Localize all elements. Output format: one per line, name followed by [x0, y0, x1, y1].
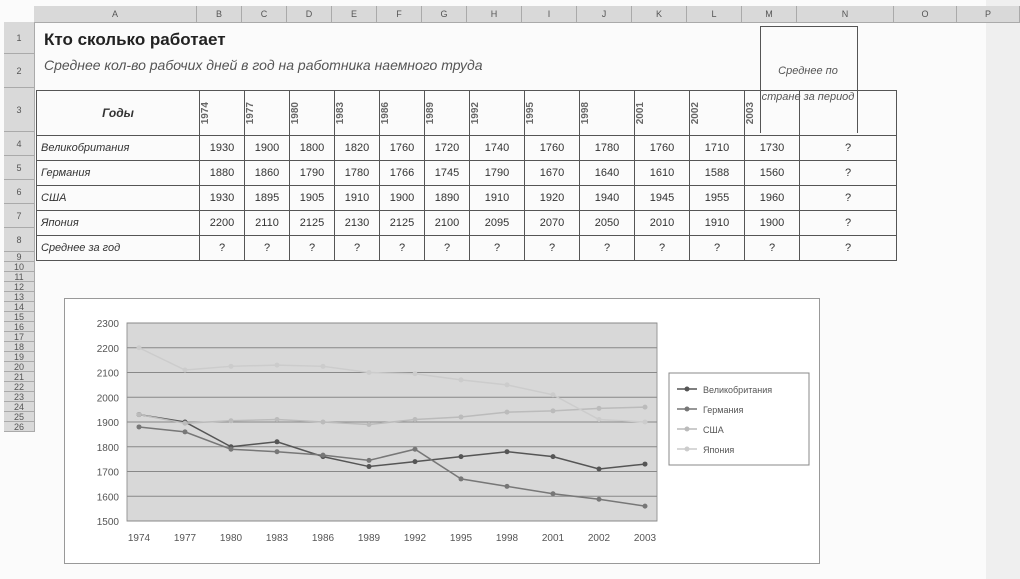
- value-cell[interactable]: 1930: [200, 186, 245, 211]
- data-point[interactable]: [275, 363, 280, 368]
- year-average-cell[interactable]: ?: [745, 236, 800, 261]
- data-point[interactable]: [413, 417, 418, 422]
- year-header-2002[interactable]: [690, 91, 745, 136]
- legend-label: Япония: [703, 445, 735, 455]
- year-label: 2001: [635, 101, 646, 125]
- data-point[interactable]: [229, 418, 234, 423]
- row-header-10[interactable]: 10: [4, 262, 34, 272]
- y-tick-label: 2000: [96, 393, 119, 405]
- legend-marker: [685, 427, 690, 432]
- value-cell[interactable]: 1955: [690, 186, 745, 211]
- year-average-cell[interactable]: ?: [380, 236, 425, 261]
- y-tick-label: 2300: [96, 319, 119, 330]
- year-header-1992[interactable]: [470, 91, 525, 136]
- value-cell[interactable]: 2095: [470, 211, 525, 236]
- row-header-25[interactable]: 25: [4, 412, 34, 422]
- data-point[interactable]: [367, 422, 372, 427]
- overall-average-cell[interactable]: ?: [800, 236, 897, 261]
- value-cell[interactable]: 2070: [525, 211, 580, 236]
- column-header-g[interactable]: G: [422, 6, 467, 22]
- value-cell[interactable]: 1880: [200, 161, 245, 186]
- year-header-1995[interactable]: [525, 91, 580, 136]
- year-header-1974[interactable]: [200, 91, 245, 136]
- data-point[interactable]: [367, 458, 372, 463]
- year-average-cell[interactable]: ?: [425, 236, 470, 261]
- value-cell[interactable]: 1910: [470, 186, 525, 211]
- sheet-title[interactable]: Кто сколько работает: [44, 30, 226, 49]
- y-tick-label: 1600: [96, 492, 119, 504]
- year-average-cell[interactable]: ?: [290, 236, 335, 261]
- row-header-4[interactable]: 4: [4, 132, 34, 156]
- data-point[interactable]: [137, 345, 142, 350]
- x-tick-label: 2003: [633, 533, 657, 544]
- column-header-m[interactable]: M: [742, 6, 797, 22]
- legend-marker: [685, 407, 690, 412]
- value-cell[interactable]: 1900: [380, 186, 425, 211]
- year-header-2003[interactable]: [745, 91, 800, 136]
- value-cell[interactable]: 2130: [335, 211, 380, 236]
- year-label: 1986: [380, 101, 391, 125]
- data-point[interactable]: [597, 417, 602, 422]
- data-point[interactable]: [643, 420, 648, 425]
- x-tick-label: 2002: [587, 533, 611, 544]
- table-row: [37, 211, 897, 236]
- value-cell[interactable]: 1670: [525, 161, 580, 186]
- year-average-cell[interactable]: ?: [580, 236, 635, 261]
- data-point[interactable]: [597, 406, 602, 411]
- column-header-bar: [34, 6, 1020, 23]
- data-point[interactable]: [551, 454, 556, 459]
- value-cell[interactable]: 1920: [525, 186, 580, 211]
- value-cell[interactable]: 1895: [245, 186, 290, 211]
- row-header-15[interactable]: 15: [4, 312, 34, 322]
- row-header-23[interactable]: 23: [4, 392, 34, 402]
- column-header-k[interactable]: K: [632, 6, 687, 22]
- row-header-13[interactable]: 13: [4, 292, 34, 302]
- legend-label: Великобритания: [703, 385, 773, 395]
- value-cell[interactable]: 1760: [380, 136, 425, 161]
- column-header-d[interactable]: D: [287, 6, 332, 22]
- x-tick-label: 2001: [541, 533, 565, 544]
- value-cell[interactable]: 1766: [380, 161, 425, 186]
- row-header-1[interactable]: 1: [4, 22, 34, 54]
- data-point[interactable]: [183, 368, 188, 373]
- year-label: 1980: [290, 101, 301, 125]
- row-header-2[interactable]: 2: [4, 54, 34, 88]
- data-point[interactable]: [275, 449, 280, 454]
- row-header-16[interactable]: 16: [4, 322, 34, 332]
- value-cell[interactable]: 1800: [290, 136, 335, 161]
- average-column-header[interactable]: Среднее по стране за период: [761, 65, 855, 103]
- value-cell[interactable]: 1740: [470, 136, 525, 161]
- x-tick-label: 1992: [403, 533, 427, 544]
- year-average-cell[interactable]: ?: [245, 236, 290, 261]
- column-header-l[interactable]: L: [687, 6, 742, 22]
- value-cell[interactable]: 1900: [245, 136, 290, 161]
- data-point[interactable]: [505, 382, 510, 387]
- data-point[interactable]: [643, 405, 648, 410]
- average-row-label[interactable]: Среднее за год: [37, 236, 200, 261]
- country-cell[interactable]: Великобритания: [37, 136, 200, 161]
- data-point[interactable]: [229, 364, 234, 369]
- column-header-o[interactable]: O: [894, 6, 957, 22]
- table-row: [37, 161, 897, 186]
- data-point[interactable]: [275, 439, 280, 444]
- year-average-cell[interactable]: ?: [470, 236, 525, 261]
- row-header-19[interactable]: 19: [4, 352, 34, 362]
- value-cell[interactable]: 1820: [335, 136, 380, 161]
- value-cell[interactable]: 1710: [690, 136, 745, 161]
- data-point[interactable]: [321, 420, 326, 425]
- country-cell[interactable]: США: [37, 186, 200, 211]
- data-point[interactable]: [643, 462, 648, 467]
- data-point[interactable]: [505, 449, 510, 454]
- x-tick-label: 1998: [495, 533, 519, 544]
- table-row: [37, 186, 897, 211]
- year-label: 1998: [580, 101, 591, 125]
- value-cell[interactable]: 2125: [380, 211, 425, 236]
- column-header-a[interactable]: A: [34, 6, 197, 22]
- y-tick-label: 2100: [96, 368, 119, 380]
- row-header-11[interactable]: 11: [4, 272, 34, 282]
- year-label: 1995: [525, 101, 536, 125]
- x-tick-label: 1974: [127, 533, 151, 544]
- row-header-5[interactable]: 5: [4, 156, 34, 180]
- years-header-row: [37, 91, 897, 136]
- data-point[interactable]: [413, 459, 418, 464]
- value-cell[interactable]: 2110: [245, 211, 290, 236]
- chart-svg: [65, 299, 819, 563]
- data-point[interactable]: [551, 491, 556, 496]
- column-header-c[interactable]: C: [242, 6, 287, 22]
- x-tick-label: 1977: [173, 533, 197, 544]
- value-cell[interactable]: 1640: [580, 161, 635, 186]
- legend-marker: [685, 447, 690, 452]
- year-average-cell[interactable]: ?: [200, 236, 245, 261]
- value-cell[interactable]: 2050: [580, 211, 635, 236]
- year-header-2001[interactable]: [635, 91, 690, 136]
- row-header-14[interactable]: 14: [4, 302, 34, 312]
- country-average-cell[interactable]: ?: [800, 186, 897, 211]
- table-row: [37, 136, 897, 161]
- data-point[interactable]: [137, 412, 142, 417]
- row-header-18[interactable]: 18: [4, 342, 34, 352]
- data-point[interactable]: [505, 410, 510, 415]
- data-point[interactable]: [229, 447, 234, 452]
- line-chart[interactable]: [64, 298, 820, 564]
- data-point[interactable]: [459, 454, 464, 459]
- row-header-12[interactable]: 12: [4, 282, 34, 292]
- y-tick-label: 1800: [96, 442, 119, 454]
- average-header-cell[interactable]: [800, 91, 897, 136]
- data-table: [36, 90, 897, 261]
- data-point[interactable]: [183, 421, 188, 426]
- value-cell[interactable]: 1730: [745, 136, 800, 161]
- y-tick-label: 2200: [96, 343, 119, 355]
- column-header-p[interactable]: P: [957, 6, 1020, 22]
- data-point[interactable]: [597, 497, 602, 502]
- year-header-1983[interactable]: [335, 91, 380, 136]
- row-header-20[interactable]: 20: [4, 362, 34, 372]
- value-cell[interactable]: 1745: [425, 161, 470, 186]
- row-header-3[interactable]: 3: [4, 88, 34, 132]
- value-cell[interactable]: 1890: [425, 186, 470, 211]
- data-point[interactable]: [413, 371, 418, 376]
- row-header-21[interactable]: 21: [4, 372, 34, 382]
- column-header-j[interactable]: J: [577, 6, 632, 22]
- x-tick-label: 1983: [265, 533, 289, 544]
- country-cell[interactable]: Япония: [37, 211, 200, 236]
- data-point[interactable]: [367, 370, 372, 375]
- average-row: [37, 236, 897, 261]
- value-cell[interactable]: 1588: [690, 161, 745, 186]
- data-point[interactable]: [459, 476, 464, 481]
- year-label: 1992: [470, 101, 481, 125]
- column-header-f[interactable]: F: [377, 6, 422, 22]
- value-cell[interactable]: 1940: [580, 186, 635, 211]
- row-header-24[interactable]: 24: [4, 402, 34, 412]
- year-header-1977[interactable]: [245, 91, 290, 136]
- data-point[interactable]: [413, 447, 418, 452]
- x-tick-label: 1986: [311, 533, 335, 544]
- data-point[interactable]: [137, 424, 142, 429]
- row-header-6[interactable]: 6: [4, 180, 34, 204]
- row-header-8[interactable]: 8: [4, 228, 34, 252]
- y-tick-label: 1500: [96, 517, 119, 528]
- value-cell[interactable]: 1610: [635, 161, 690, 186]
- value-cell[interactable]: 1960: [745, 186, 800, 211]
- column-header-i[interactable]: I: [522, 6, 577, 22]
- value-cell[interactable]: 1760: [635, 136, 690, 161]
- data-point[interactable]: [505, 484, 510, 489]
- column-header-n[interactable]: N: [797, 6, 894, 22]
- value-cell[interactable]: 1945: [635, 186, 690, 211]
- year-label: 1983: [335, 101, 346, 125]
- value-cell[interactable]: 1780: [335, 161, 380, 186]
- value-cell[interactable]: 1900: [745, 211, 800, 236]
- value-cell[interactable]: 1910: [690, 211, 745, 236]
- year-label: 2002: [690, 101, 701, 125]
- column-header-e[interactable]: E: [332, 6, 377, 22]
- years-label-cell[interactable]: Годы: [37, 91, 200, 136]
- row-header-7[interactable]: 7: [4, 204, 34, 228]
- data-point[interactable]: [275, 417, 280, 422]
- country-average-cell[interactable]: ?: [800, 161, 897, 186]
- year-label: 1989: [425, 101, 436, 125]
- value-cell[interactable]: 2125: [290, 211, 335, 236]
- year-label: 1974: [200, 101, 211, 125]
- x-tick-label: 1980: [219, 533, 243, 544]
- value-cell[interactable]: 1860: [245, 161, 290, 186]
- country-average-cell[interactable]: ?: [800, 136, 897, 161]
- value-cell[interactable]: 1910: [335, 186, 380, 211]
- value-cell[interactable]: 1560: [745, 161, 800, 186]
- value-cell[interactable]: 1930: [200, 136, 245, 161]
- data-point[interactable]: [551, 392, 556, 397]
- data-point[interactable]: [321, 364, 326, 369]
- y-tick-label: 1900: [96, 418, 119, 429]
- data-point[interactable]: [183, 429, 188, 434]
- value-cell[interactable]: 2010: [635, 211, 690, 236]
- legend-label: США: [703, 425, 724, 435]
- row-header-22[interactable]: 22: [4, 382, 34, 392]
- data-point[interactable]: [551, 408, 556, 413]
- year-label: 2003: [745, 101, 756, 125]
- year-average-cell[interactable]: ?: [690, 236, 745, 261]
- year-header-1998[interactable]: [580, 91, 635, 136]
- column-header-h[interactable]: H: [467, 6, 522, 22]
- row-header-bar: [4, 22, 35, 432]
- value-cell[interactable]: 2100: [425, 211, 470, 236]
- data-point[interactable]: [459, 377, 464, 382]
- y-tick-label: 1700: [96, 467, 119, 479]
- row-header-9[interactable]: 9: [4, 252, 34, 262]
- data-point[interactable]: [459, 415, 464, 420]
- year-header-1980[interactable]: [290, 91, 335, 136]
- legend-label: Германия: [703, 405, 744, 415]
- column-header-b[interactable]: B: [197, 6, 242, 22]
- country-average-cell[interactable]: ?: [800, 211, 897, 236]
- data-point[interactable]: [597, 467, 602, 472]
- year-header-1986[interactable]: [380, 91, 425, 136]
- value-cell[interactable]: 1790: [470, 161, 525, 186]
- data-point[interactable]: [321, 453, 326, 458]
- data-point[interactable]: [643, 504, 648, 509]
- year-average-cell[interactable]: ?: [635, 236, 690, 261]
- value-cell[interactable]: 1760: [525, 136, 580, 161]
- value-cell[interactable]: 1780: [580, 136, 635, 161]
- country-cell[interactable]: Германия: [37, 161, 200, 186]
- value-cell[interactable]: 1720: [425, 136, 470, 161]
- sheet-subtitle[interactable]: Среднее кол-во рабочих дней в год на работника наемного труда: [44, 57, 483, 73]
- x-tick-label: 1995: [449, 533, 473, 544]
- row-header-17[interactable]: 17: [4, 332, 34, 342]
- legend-marker: [685, 387, 690, 392]
- year-average-cell[interactable]: ?: [525, 236, 580, 261]
- year-average-cell[interactable]: ?: [335, 236, 380, 261]
- year-label: 1977: [245, 101, 256, 125]
- data-point[interactable]: [367, 464, 372, 469]
- value-cell[interactable]: 2200: [200, 211, 245, 236]
- x-tick-label: 1989: [357, 533, 381, 544]
- row-header-26[interactable]: 26: [4, 422, 34, 432]
- value-cell[interactable]: 1790: [290, 161, 335, 186]
- year-header-1989[interactable]: [425, 91, 470, 136]
- value-cell[interactable]: 1905: [290, 186, 335, 211]
